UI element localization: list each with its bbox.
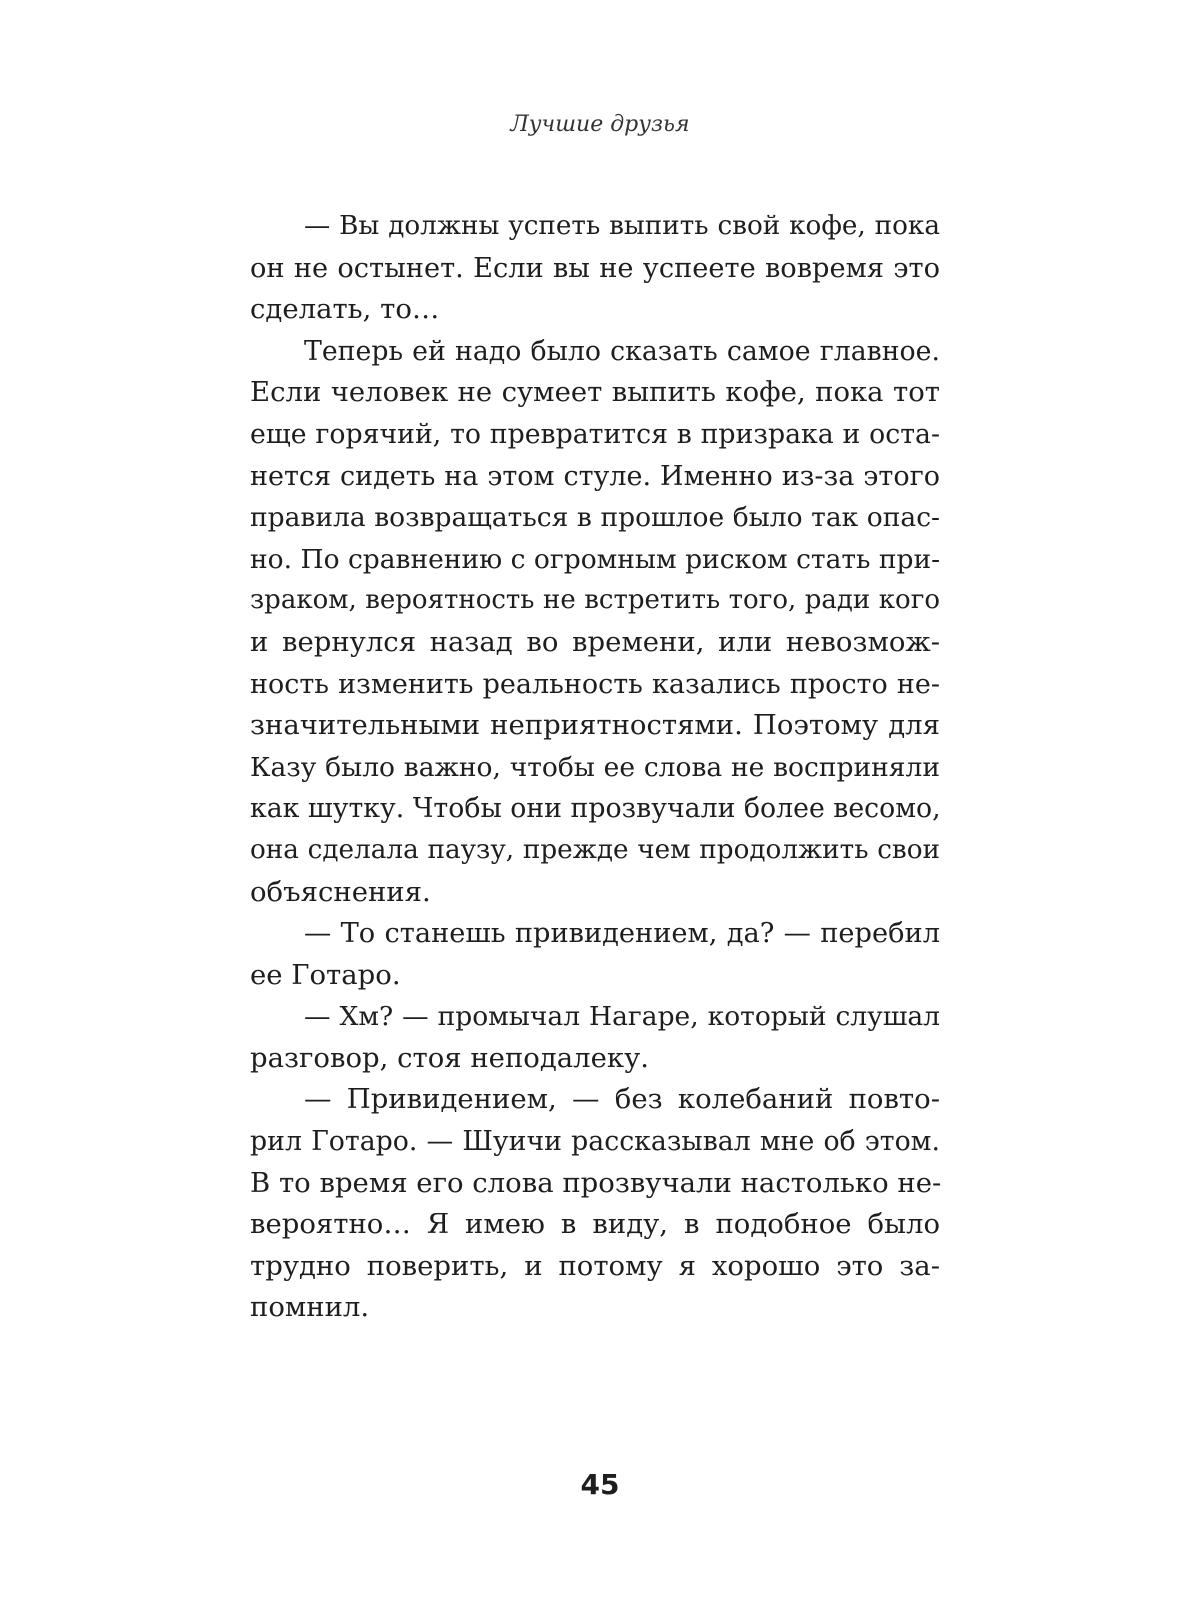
text-line: — Вы должны успеть выпить свой кофе, пока xyxy=(304,211,940,241)
text-line: помнил. xyxy=(250,1291,370,1324)
text-line: вероятно… Я имею в виду, в подобное было xyxy=(250,1208,940,1241)
text-line: Если человек не сумеет выпить кофе, пока тот xyxy=(250,376,940,409)
page-number: 45 xyxy=(580,1468,620,1501)
text-line: — То станешь привидением, да? — перебил xyxy=(304,918,940,950)
body-text xyxy=(250,206,940,1329)
text-line: — Хм? — промычал Нагаре, который слушал xyxy=(304,1001,940,1033)
text-line: зраком, вероятность не встретить того, ради кого xyxy=(250,585,940,616)
text-line: еще горячий, то превратится в призрака и оста- xyxy=(250,418,940,450)
text-line: Казу было важно, чтобы ее слова не восприняли xyxy=(250,751,940,783)
text-line: ее Готаро. xyxy=(250,958,401,991)
text-line: нется сидеть на этом стуле. Именно из-за этого xyxy=(250,460,940,492)
text-line: трудно поверить, и потому я хорошо это за- xyxy=(250,1249,940,1282)
text-line: значительными неприятностями. Поэтому для xyxy=(250,709,940,742)
text-line: как шутку. Чтобы они прозвучали более весомо, xyxy=(250,793,941,825)
text-line: В то время его слова прозвучали настолько не- xyxy=(250,1166,942,1199)
running-head: Лучшие друзья xyxy=(510,112,690,137)
text-line: правила возвращаться в прошлое было так опас- xyxy=(250,502,940,534)
text-line: сделать, то… xyxy=(250,293,440,326)
text-line: ность изменить реальность казались просто не- xyxy=(250,668,940,700)
text-line: разговор, стоя неподалеку. xyxy=(250,1041,650,1074)
text-line: — Привидением, — без колебаний повто- xyxy=(304,1083,940,1116)
text-line: рил Готаро. — Шуичи рассказывал мне об этом. xyxy=(250,1126,940,1158)
text-line: но. По сравнению с огромным риском стать при- xyxy=(250,543,941,575)
text-line: она сделала паузу, прежде чем продолжить свои xyxy=(250,834,940,865)
text-line: объяснения. xyxy=(250,875,431,908)
text-line: и вернулся назад во времени, или невозмож- xyxy=(250,625,940,658)
text-line: он не остынет. Если вы не успеете вовремя это xyxy=(250,252,940,284)
text-line: Теперь ей надо было сказать самое главное. xyxy=(304,335,940,367)
